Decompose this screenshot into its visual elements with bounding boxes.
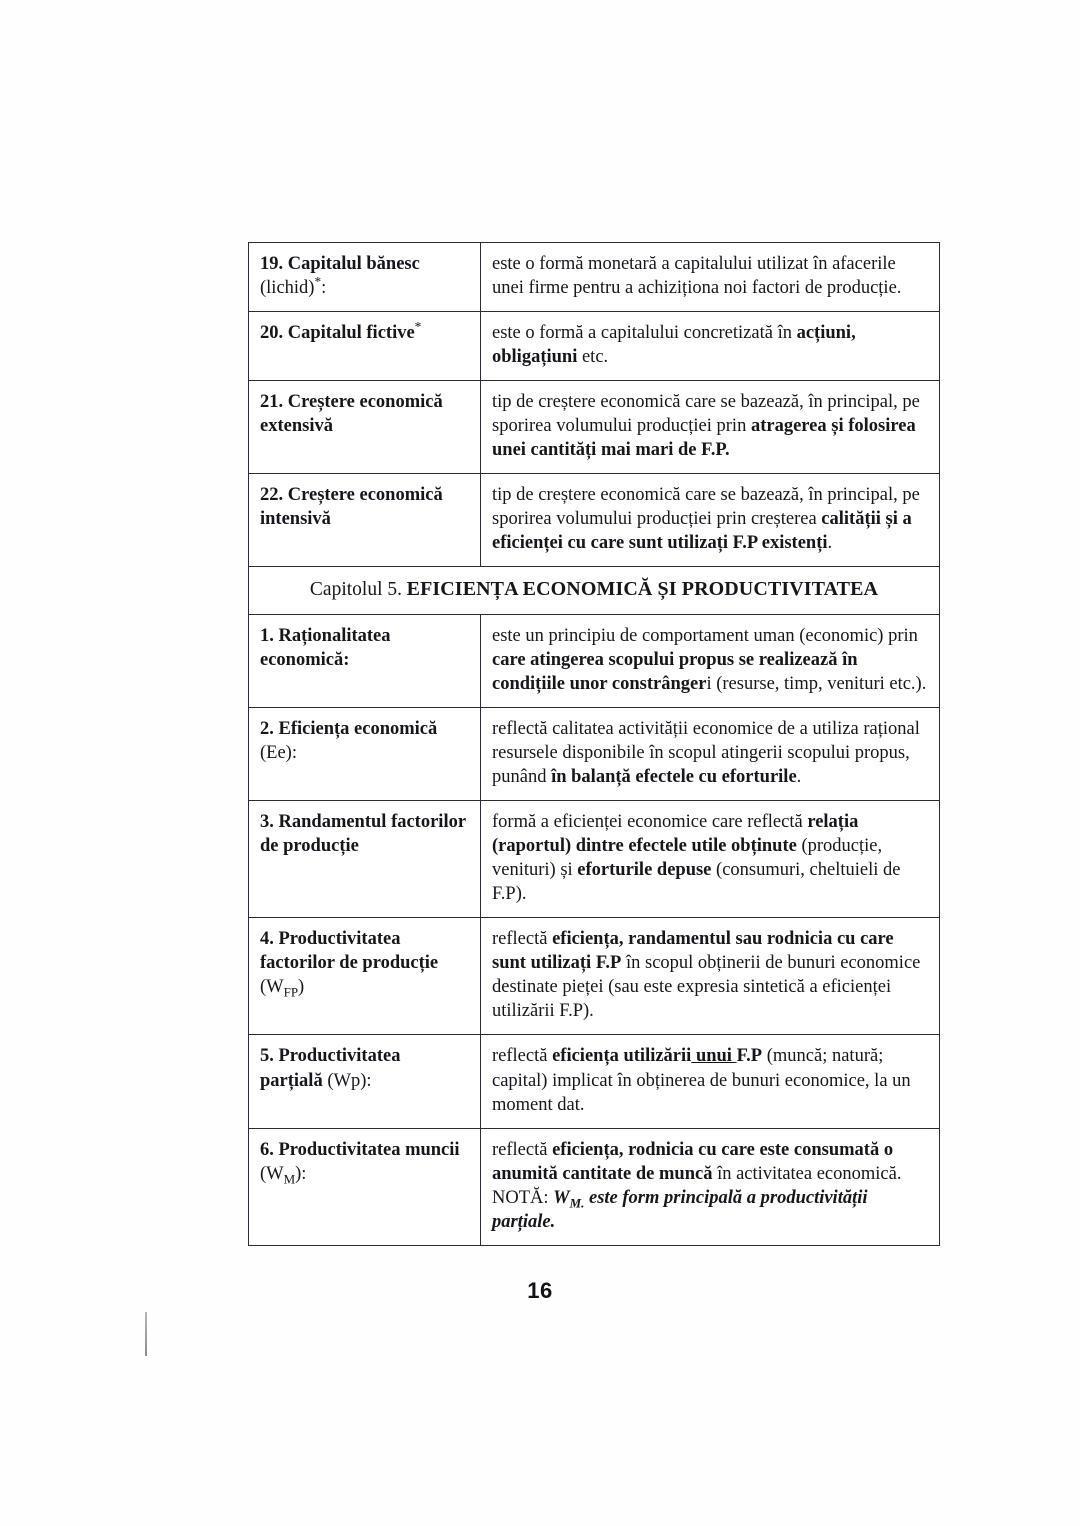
definition-run: etc.: [577, 347, 609, 368]
term-label-20: 20. Capitalul fictive: [260, 323, 415, 344]
term-cell-19: [249, 243, 481, 312]
term-label-21: 21. Creștere economică extensivă: [260, 392, 443, 437]
chapter-heading-row: [249, 567, 940, 614]
definition-run: eficiența, randamentul sau rodnicia cu care sunt utilizați F.P: [492, 929, 894, 974]
table-row: [249, 1128, 940, 1245]
definition-cell-c5-6: [481, 1128, 940, 1245]
definition-run: (muncă; natură; capital) implicat în obținerea de bunuri economice, la un moment dat.: [492, 1046, 911, 1115]
term-label-c5-6: 6. Productivitatea muncii: [260, 1139, 460, 1160]
definition-cell-c5-3: [481, 801, 940, 918]
definition-cell-22: [481, 474, 940, 567]
term-symbol-subscript-c5-4: FP: [283, 985, 299, 1001]
table-row: [249, 707, 940, 800]
definition-run: .: [796, 767, 802, 788]
definition-cell-c5-2: [481, 707, 940, 800]
term-label-c5-5-line2: parțială: [260, 1070, 323, 1091]
definition-cell-c5-5: [481, 1035, 940, 1128]
definition-run: calității și a eficienței cu care sunt utilizați F.P existenți: [492, 509, 912, 554]
footnote-star-icon: *: [314, 273, 322, 289]
definition-run: eficiența, rodnicia cu care este consumată o anumită cantitate de muncă: [492, 1139, 894, 1184]
term-cell-c5-5: [249, 1035, 481, 1128]
term-label-c5-5-line1: 5. Productivitatea: [260, 1046, 401, 1067]
term-cell-20: [249, 312, 481, 381]
definition-run: în balanță efectele cu eforturile: [551, 767, 797, 788]
term-symbol-subscript-c5-6: M: [283, 1171, 296, 1187]
definition-run: în activitatea economică.: [712, 1163, 902, 1184]
chapter-number: Capitolul 5.: [309, 579, 402, 601]
table-row: [249, 918, 940, 1035]
definition-cell-19: [481, 243, 940, 312]
definition-run: acțiuni, obligațiuni: [492, 323, 856, 368]
table-row: [249, 614, 940, 707]
table-row: [249, 1035, 940, 1128]
term-symbol-open-c5-4: (W: [260, 977, 284, 998]
term-symbol-close-c5-6: ):: [295, 1163, 307, 1184]
definition-run: (consumuri, cheltuieli de F.P).: [492, 860, 901, 905]
note-text: este form principală a productivității parțiale.: [492, 1187, 868, 1232]
definition-run: în scopul obținerii de bunuri economice destinate pieței (sau este expresia sintetică a eficienței utilizării F.P).: [492, 953, 921, 1022]
definition-run: este o formă a capitalului concretizată în: [492, 323, 797, 344]
definition-run: reflectă: [492, 1139, 553, 1160]
term-cell-21: [249, 381, 481, 474]
definition-run: eficiența utilizării: [552, 1046, 692, 1067]
term-symbol-open-c5-6: (W: [260, 1163, 284, 1184]
term-symbol-c5-2: (Ee):: [260, 743, 297, 763]
definition-cell-c5-4: [481, 918, 940, 1035]
note-symbol-subscript: M.: [569, 1195, 585, 1211]
term-label-c5-2: 2. Eficiența economică: [260, 718, 438, 739]
note-symbol-open: W: [553, 1187, 570, 1208]
term-cell-22: [249, 474, 481, 567]
table-row: [249, 801, 940, 918]
term-cell-c5-6: [249, 1128, 481, 1245]
glossary-table: [248, 242, 940, 1246]
term-label-c5-4: 4. Productivitatea factorilor de producție: [260, 929, 439, 974]
definition-run: este un principiu de comportament uman (economic) prin: [492, 625, 918, 646]
table-row: [249, 243, 940, 312]
definition-run: .: [827, 533, 833, 554]
definition-run: relația (raportul) dintre efectele utile obținute: [492, 812, 859, 857]
term-label-c5-3: 3. Randamentul factorilor de producție: [260, 812, 466, 857]
term-label-c5-1: 1. Raționalitatea economică:: [260, 625, 391, 670]
definition-run: F.P: [736, 1046, 763, 1067]
table-row: [249, 474, 940, 567]
definition-run: tip de creștere economică care se bazează, în principal, pe sporirea volumului producției prin creșterea: [492, 485, 920, 530]
definition-run: reflectă: [492, 929, 553, 950]
term-cell-c5-2: [249, 707, 481, 800]
chapter-heading: [249, 567, 940, 614]
term-cell-c5-3: [249, 801, 481, 918]
table-row: [249, 312, 940, 381]
definition-run: (producție, venituri) și: [492, 836, 883, 881]
definition-run: reflectă: [492, 1046, 553, 1067]
definition-run: i (resurse, timp, venituri etc.).: [706, 673, 927, 694]
term-symbol-c5-5: (Wp):: [322, 1070, 372, 1091]
term-label-19: 19. Capitalul bănesc: [260, 254, 420, 274]
definition-run: formă a eficienței economice care reflectă: [492, 812, 808, 833]
definition-run: tip de creștere economică care se bazează, în principal, pe sporirea volumului producției prin: [492, 392, 920, 437]
footnote-star-icon: *: [414, 318, 422, 334]
term-cell-c5-4: [249, 918, 481, 1035]
term-label-22: 22. Creștere economică intensivă: [260, 485, 443, 530]
definition-run: atragerea și folosirea unei cantități mai mari de F.P.: [492, 416, 916, 461]
chapter-title: EFICIENȚA ECONOMICĂ ȘI PRODUCTIVITATEA: [406, 578, 879, 601]
term-cell-c5-1: [249, 614, 481, 707]
term-colon-19: :: [321, 278, 327, 299]
term-symbol-close-c5-4: ): [298, 977, 305, 998]
definition-run: eforturile depuse: [577, 860, 712, 881]
note-label: NOTĂ:: [492, 1187, 554, 1208]
definition-run-underlined: unui: [691, 1046, 737, 1067]
term-qualifier-19: (lichid): [260, 278, 315, 299]
table-row: [249, 381, 940, 474]
page-number: 16: [527, 1278, 553, 1303]
definition-run: reflectă calitatea activității economice de a utiliza rațional resursele disponibile în scopul atingerii scopului propus, punând: [492, 718, 920, 788]
scan-artifact-line: [145, 1312, 147, 1356]
definition-run: care atingerea scopului propus se realizează în condițiile unor constrânger: [492, 649, 858, 694]
definition-cell-21: [481, 381, 940, 474]
definition-cell-c5-1: [481, 614, 940, 707]
definition-cell-20: [481, 312, 940, 381]
definition-run: este o formă monetară a capitalului utilizat în afacerile unei firme pentru a achiziționa noi factori de producție.: [492, 254, 902, 299]
